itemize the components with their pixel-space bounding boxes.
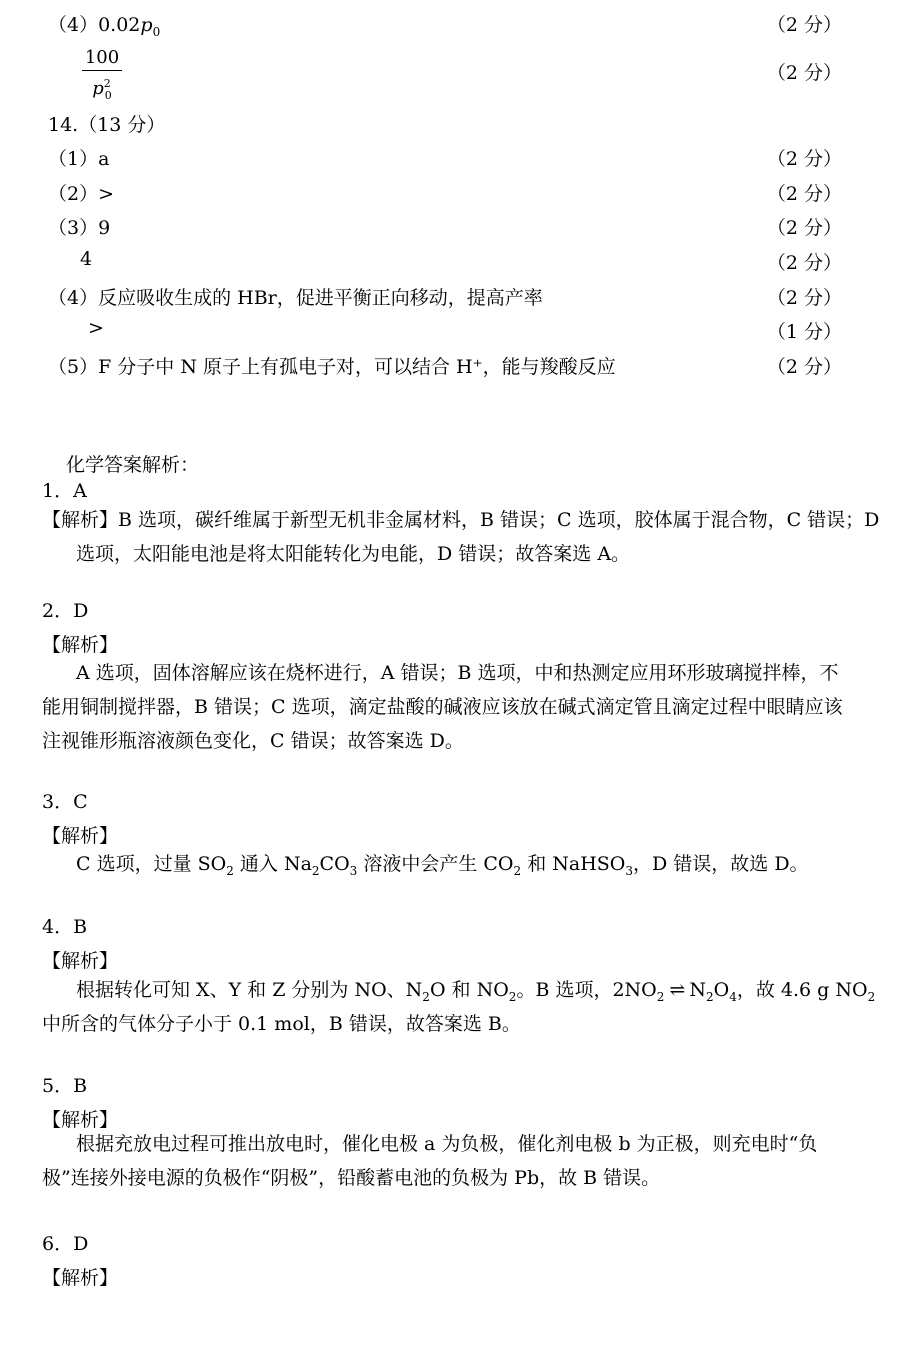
q14-answer: > [88, 317, 104, 339]
answer-5-head: 5．B [42, 1075, 88, 1097]
answer-5-tag: 【解析】 [42, 1109, 119, 1131]
answer-2-tag: 【解析】 [42, 634, 119, 656]
fraction-bar [82, 70, 122, 71]
answer-6-head: 6．D [42, 1233, 89, 1255]
fraction-answer [82, 48, 122, 107]
answer-2-head: 2．D [42, 600, 89, 622]
q14-answer: （3）9 [48, 217, 111, 239]
answer-4-explanation-line1: 根据转化可知 X、Y 和 Z 分别为 NO、$N_2O$ 和 $NO_2$。B 选项，$2NO_2$ ⇌ $N_2O_4$，故 4.6 g $NO_2$ [76, 979, 876, 1004]
q14-score: （2 分） [766, 252, 842, 274]
q14-score: （2 分） [766, 183, 842, 205]
q14-answer: （4）反应吸收生成的 HBr，促进平衡正向移动，提高产率 [48, 287, 543, 309]
q14-score: （2 分） [766, 356, 842, 378]
q4-answer-row [0, 10, 900, 44]
equilibrium-arrow-icon: ⇌ [664, 979, 690, 1001]
q14-score: （2 分） [766, 217, 842, 239]
q14-line [0, 179, 900, 213]
q14-answer: （2）> [48, 183, 115, 205]
q14-score: （2 分） [766, 148, 842, 170]
answer-1-explanation: 【解析】B 选项，碳纤维属于新型无机非金属材料，B 错误；C 选项，胶体属于混合物，C 错误；D 选项，太阳能电池是将太阳能转化为电能，D 错误；故答案选 A。 [42, 509, 880, 565]
answer-1-head: 1．A [42, 480, 87, 502]
q14-line [0, 213, 900, 247]
q14-score: （1 分） [766, 321, 842, 343]
q4-score: （2 分） [766, 14, 842, 36]
q14-line [0, 144, 900, 178]
answer-3-explanation: C 选项，过量 $SO_2$ 通入 $Na_2CO_3$ 溶液中会产生 $CO_2$ 和 NaHSO$_3$，D 错误，故选 D。 [76, 853, 809, 878]
q14-answer: （1）a [48, 148, 110, 170]
fraction-denominator: $p^2_0$ [92, 77, 112, 102]
fraction-score: （2 分） [766, 62, 842, 84]
q14-answer: 4 [80, 248, 93, 270]
answer-3-head: 3．C [42, 791, 88, 813]
q14-score: （2 分） [766, 287, 842, 309]
answer-2-explanation: A 选项，固体溶解应该在烧杯进行，A 错误；B 选项，中和热测定应用环形玻璃搅拌棒，不能用铜制搅拌器，B 错误；C 选项，滴定盐酸的碱液应该放在碱式滴定管且滴定过程中眼睛应该注视锥形瓶溶液颜色变化，C 错误；故答案选 D。 [42, 662, 843, 752]
analysis-title: 化学答案解析： [66, 454, 200, 476]
answer-3-tag: 【解析】 [42, 825, 119, 847]
answer-5-explanation: 根据充放电过程可推出放电时，催化电极 a 为负极，催化剂电极 b 为正极，则充电时“负极”连接外接电源的负极作“阴极”，铅酸蓄电池的负极为 Pb，故 B 错误。 [42, 1133, 818, 1189]
q14-header: 14.（13 分） [48, 114, 166, 136]
q14-line [0, 248, 900, 282]
q4-answer: $(4)0.02p_0$ [48, 14, 161, 39]
q14-line [0, 283, 900, 317]
answer-6-tag: 【解析】 [42, 1267, 119, 1289]
fraction-numerator: 100 [84, 47, 120, 68]
answer-4-head: 4．B [42, 916, 88, 938]
q14-line [0, 317, 900, 351]
q14-line [0, 352, 900, 386]
q14-answer: （5）F 分子中 N 原子上有孤电子对，可以结合 H⁺，能与羧酸反应 [48, 356, 616, 378]
answer-4-explanation-line2: 中所含的气体分子小于 0.1 mol，B 错误，故答案选 B。 [42, 1013, 521, 1035]
answer-4-tag: 【解析】 [42, 950, 119, 972]
